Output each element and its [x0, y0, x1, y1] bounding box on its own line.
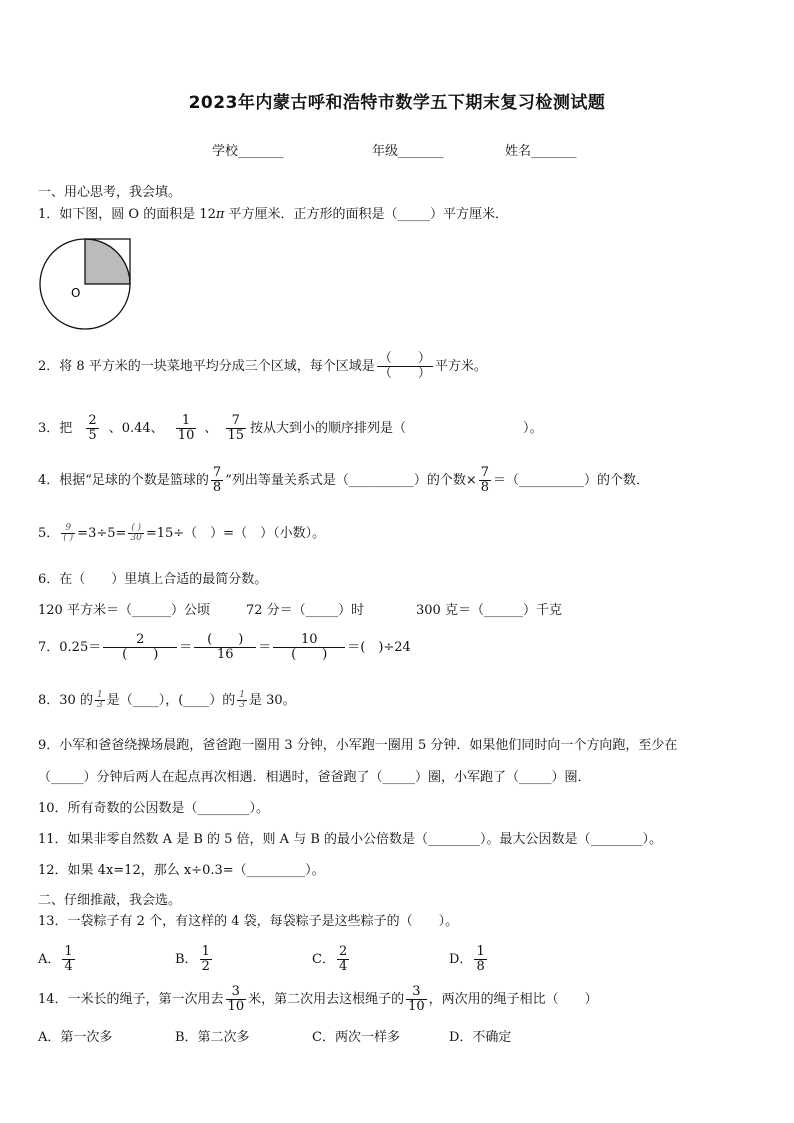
- fraction: $\frac{1}{4}$: [64, 944, 73, 974]
- question-9-line-1: 9．小军和爸爸绕操场晨跑，爸爸跑一圈用 3 分钟，小军跑一圈用 5 分钟．如果他们同时向一个方向跑，至少在: [38, 738, 678, 753]
- option-a[interactable]: A． $\frac{1}{4}$: [38, 944, 73, 974]
- option-b[interactable]: B．第二次多: [175, 1030, 250, 1045]
- fraction: $\frac{1}{3}$: [239, 689, 245, 710]
- page-title: 2023年内蒙古呼和浩特市数学五下期末复习检测试题: [188, 93, 606, 113]
- question-10: 10．所有奇数的公因数是（________）。: [38, 801, 270, 816]
- fraction: $\frac{3}{10}$: [227, 984, 245, 1014]
- question-6: 6．在（ ）里填上合适的最简分数。: [38, 572, 268, 587]
- fraction: $\frac{7}{8}$: [480, 465, 490, 495]
- fraction: $\frac{7}{8}$: [212, 465, 222, 495]
- question-1: 1．如下图，圆 O 的面积是 12π 平方厘米．正方形的面积是（_____）平方厘米．: [38, 207, 509, 222]
- fraction: $\frac{1}{3}$: [96, 689, 103, 710]
- section-1-heading: 一、用心思考，我会填。: [38, 185, 182, 200]
- option-a[interactable]: A．第一次多: [38, 1030, 113, 1045]
- question-12: 12．如果 4x=12，那么 x÷0.3=（_________）。: [38, 863, 325, 878]
- fraction: $\frac{10}{( )}$: [273, 633, 345, 661]
- question-5: 5． $\frac{9}{( )}$ =3÷5= $\frac{( )}{30}$ =15÷（ ）=（ ）（小数）。: [38, 522, 326, 543]
- fraction: $\frac{1}{2}$: [201, 944, 210, 974]
- question-11: 11．如果非零自然数 A 是 B 的 5 倍，则 A 与 B 的最小公倍数是（________）。最大公因数是（________）。: [38, 832, 663, 847]
- fraction: $\frac{3}{10}$: [408, 984, 425, 1014]
- fraction: $\frac{2}{5}$: [88, 413, 97, 443]
- fraction: $\frac{7}{15}$: [227, 413, 245, 443]
- question-8: 8．30 的 $\frac{1}{3}$ 是（____），(____）的 $\frac{1}{3}$ 是 30。: [38, 689, 296, 710]
- name-field[interactable]: 姓名_______: [505, 144, 577, 159]
- option-d[interactable]: D．不确定: [449, 1030, 512, 1045]
- section-2-heading: 二、仔细推敲，我会选。: [38, 893, 182, 908]
- fraction: $\frac{( )}{( )}$: [378, 351, 431, 381]
- option-c[interactable]: C． $\frac{2}{4}$: [312, 944, 348, 974]
- fraction: $\frac{1}{8}$: [476, 944, 485, 974]
- question-14: 14．一米长的绳子，第一次用去 $\frac{3}{10}$ 米，第二次用去这根绳子的 $\frac{3}{10}$ ，两次用的绳子相比（ ）: [38, 984, 598, 1014]
- question-9-line-2: （_____）分钟后两人在起点再次相遇．相遇时，爸爸跑了（_____）圈，小军跑了（_____）圈．: [38, 770, 591, 785]
- question-6-item-2: 72 分＝（_____）时: [246, 603, 365, 618]
- fraction: $\frac{( )}{30}$: [130, 522, 142, 543]
- question-14-options: [38, 1028, 586, 1048]
- school-field[interactable]: 学校_______: [212, 144, 284, 159]
- option-d[interactable]: D． $\frac{1}{8}$: [449, 944, 485, 974]
- question-13: 13．一袋粽子有 2 个，有这样的 4 袋，每袋粽子是这些粽子的（ ）。: [38, 914, 459, 929]
- question-13-options: [38, 940, 586, 980]
- option-b[interactable]: B． $\frac{1}{2}$: [175, 944, 210, 974]
- fraction: $\frac{2}{( )}$: [103, 633, 177, 661]
- circle-center-label: O: [71, 286, 81, 300]
- fraction: $\frac{( )}{16}$: [194, 633, 256, 661]
- grade-field[interactable]: 年级_______: [372, 144, 444, 159]
- question-2: 2．将 8 平方米的一块菜地平均分成三个区域，每个区域是 $\frac{( )}{( )}$ 平方米。: [38, 351, 487, 381]
- question-3: 3．把 $\frac{2}{5}$ 、0.44、 $\frac{1}{10}$ 、 $\frac{7}{15}$ 按从大到小的顺序排列是（ ）。: [38, 413, 543, 443]
- question-7: 7．0.25＝ $\frac{2}{( )}$ ＝ $\frac{( )}{16}$ ＝ $\frac{10}{( )}$ ＝( )÷24: [38, 632, 411, 662]
- question-4: 4．根据“足球的个数是篮球的 $\frac{7}{8}$ ”列出等量关系式是（__________）的个数× $\frac{7}{8}$ ＝（__________）的个数．: [38, 465, 650, 495]
- fraction: $\frac{9}{( )}$: [63, 522, 74, 543]
- fraction: $\frac{2}{4}$: [338, 944, 348, 974]
- option-c[interactable]: C．两次一样多: [312, 1030, 400, 1045]
- question-6-item-3: 300 克＝（______）千克: [416, 603, 562, 618]
- fraction: $\frac{1}{10}$: [177, 413, 195, 443]
- circle-square-figure: [38, 234, 178, 334]
- question-6-item-1: 120 平方米＝（______）公顷: [38, 603, 210, 618]
